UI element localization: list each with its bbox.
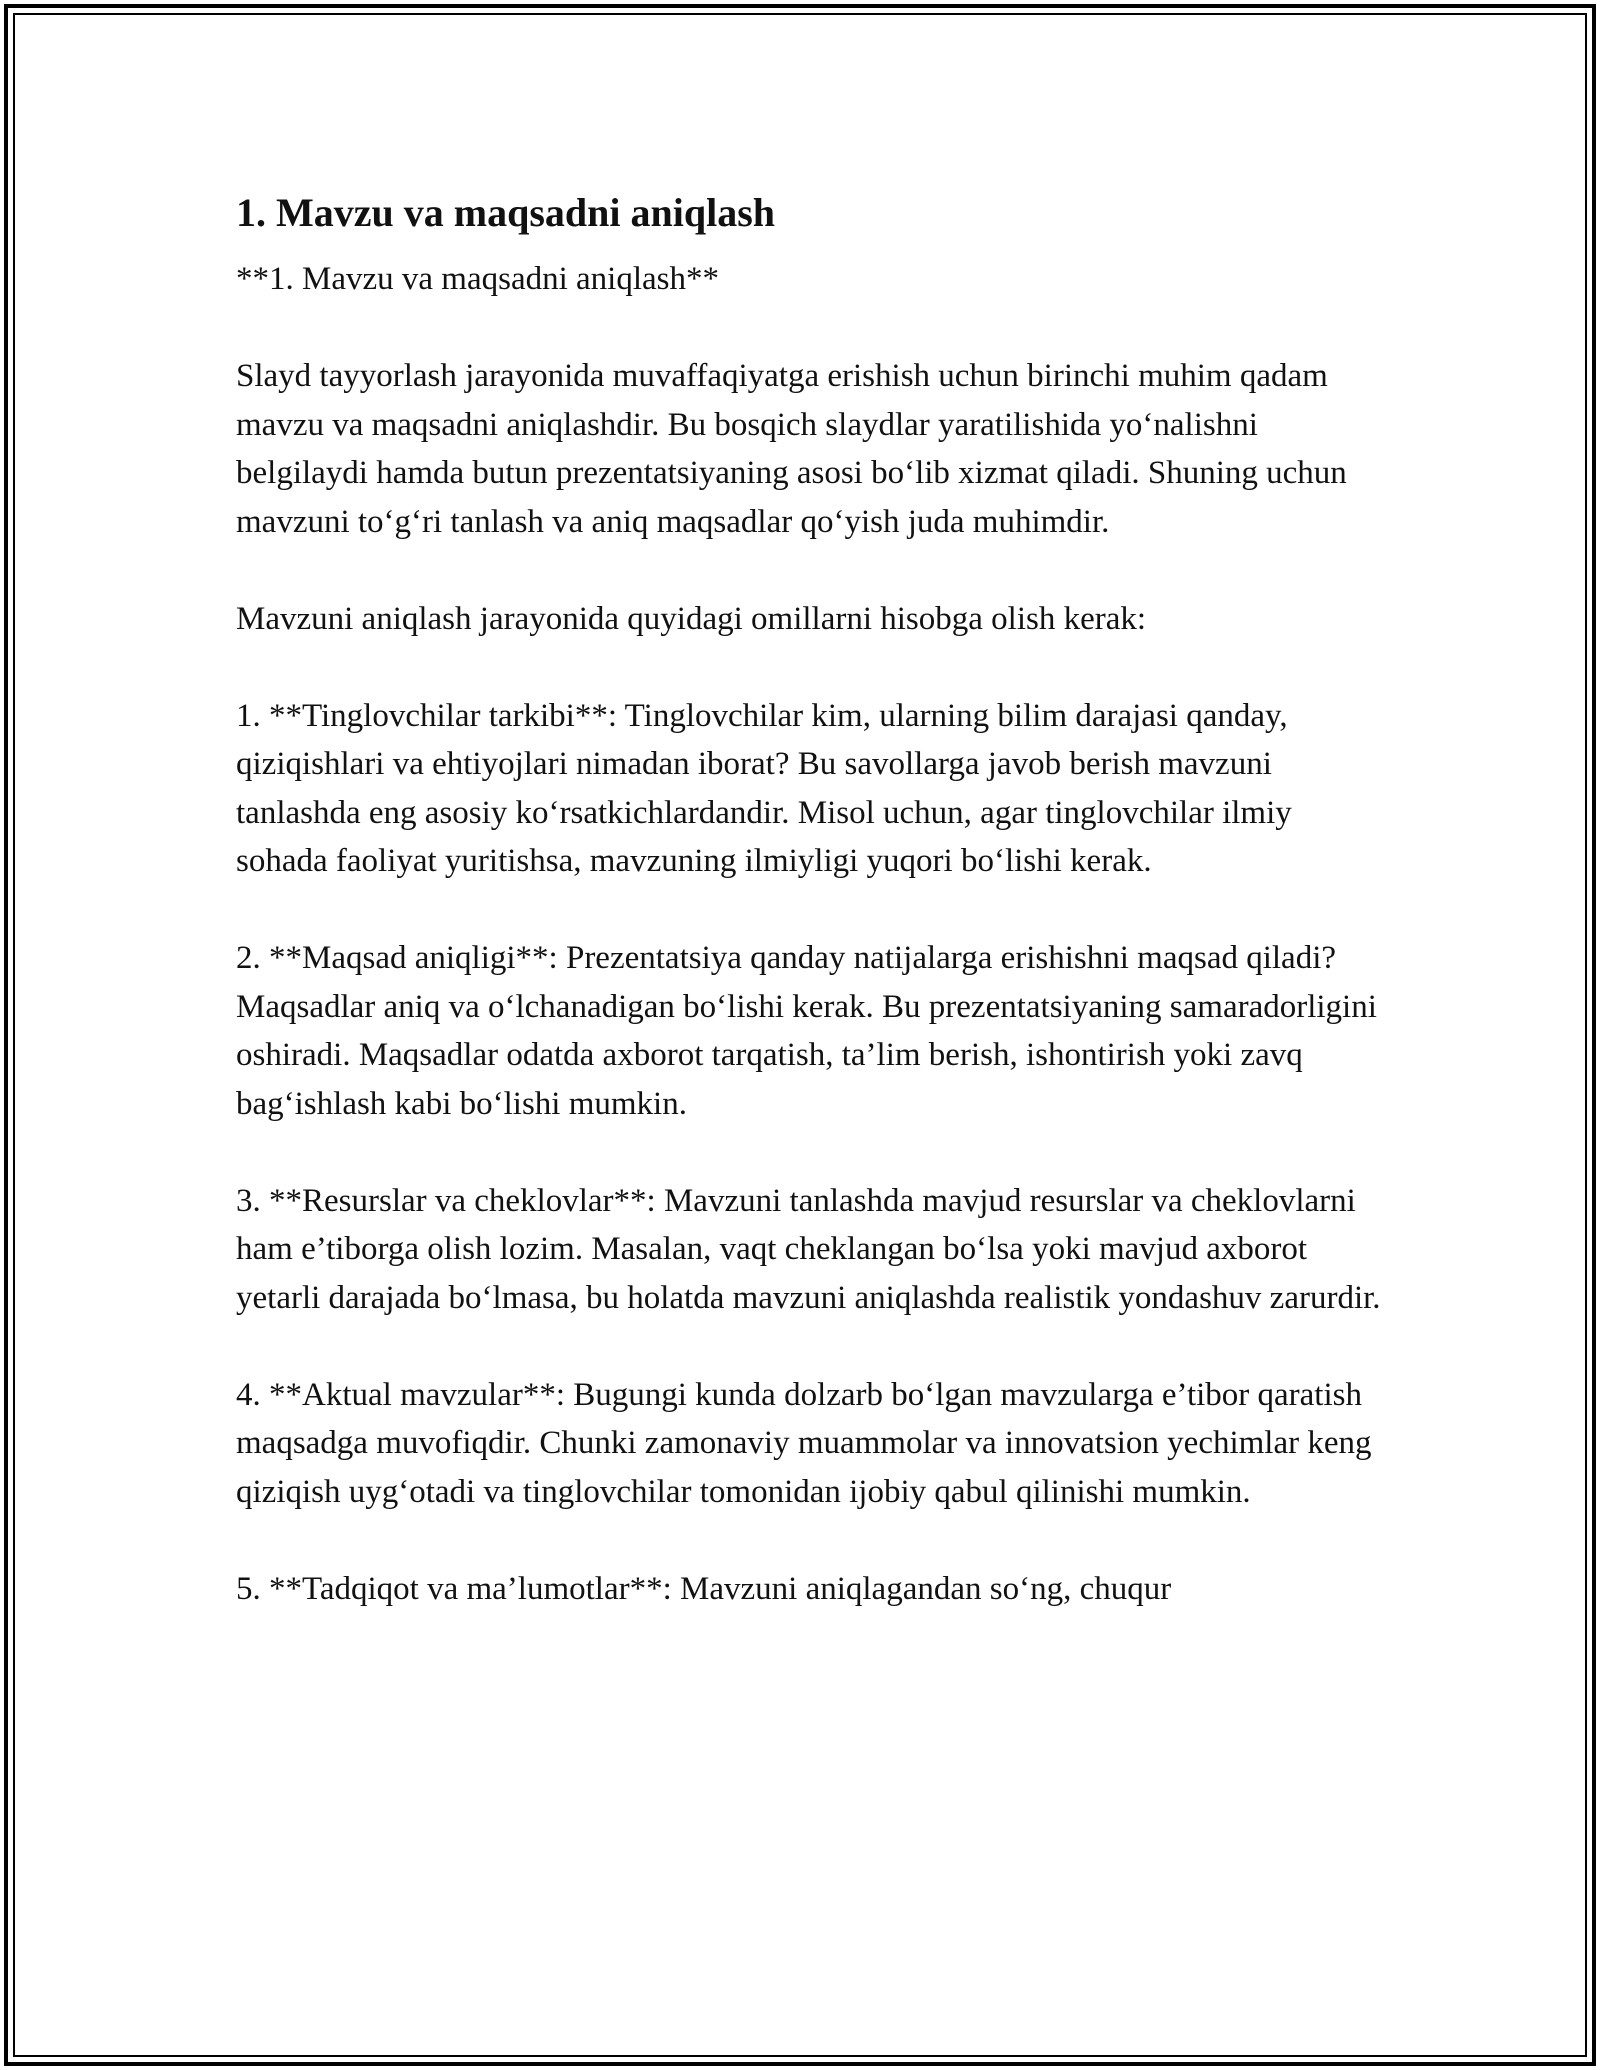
paragraph-item-1: 1. **Tinglovchilar tarkibi**: Tinglovchilar kim, ularning bilim darajasi qanday, qiziqishlari va ehtiyojlari nimadan iborat? Bu savollarga javob berish mavzuni tanlashda eng asosiy ko‘rsatkichlardandir. Misol uchun, agar tinglovchilar ilmiy sohada faoliyat yuritishsa, mavzuning ilmiyligi yuqori bo‘lishi kerak. (236, 697, 1292, 879)
document-body (236, 185, 1386, 1662)
section-heading: 1. Mavzu va maqsadni aniqlash (236, 190, 776, 235)
paragraph-item-5: 5. **Tadqiqot va ma’lumotlar**: Mavzuni aniqlagandan so‘ng, chuqur (236, 1570, 1172, 1607)
paragraph-subheading: **1. Mavzu va maqsadni aniqlash** (236, 261, 719, 297)
paragraph-item-4: 4. **Aktual mavzular**: Bugungi kunda dolzarb bo‘lgan mavzularga e’tibor qaratish maqsadga muvofiqdir. Chunki zamonaviy muammolar va innovatsion yechimlar keng qiziqish uyg‘otadi va tinglovchilar tomonidan ijobiy qabul qilinishi mumkin. (236, 1376, 1372, 1510)
paragraph-item-3: 3. **Resurslar va cheklovlar**: Mavzuni tanlashda mavjud resurslar va cheklovlarni ham e’tiborga olish lozim. Masalan, vaqt cheklangan bo‘lsa yoki mavjud axborot yetarli darajada bo‘lmasa, bu holatda mavzuni aniqlashda realistik yondashuv zarurdir. (236, 1182, 1381, 1316)
paragraph-intro: Slayd tayyorlash jarayonida muvaffaqiyatga erishish uchun birinchi muhim qadam mavzu va maqsadni aniqlashdir. Bu bosqich slaydlar yaratilishida yo‘nalishni belgilaydi hamda butun prezentatsiyaning asosi bo‘lib xizmat qiladi. Shuning uchun mavzuni to‘g‘ri tanlash va aniq maqsadlar qo‘yish juda muhimdir. (236, 358, 1347, 540)
paragraph-item-2: 2. **Maqsad aniqligi**: Prezentatsiya qanday natijalarga erishishni maqsad qiladi? Maqsadlar aniq va o‘lchanadigan bo‘lishi kerak. Bu prezentatsiyaning samaradorligini oshiradi. Maqsadlar odatda axborot tarqatish, ta’lim berish, ishontirish yoki zavq bag‘ishlash kabi bo‘lishi mumkin. (236, 940, 1377, 1122)
paragraph-factors-lead: Mavzuni aniqlash jarayonida quyidagi omillarni hisobga olish kerak: (236, 600, 1147, 637)
